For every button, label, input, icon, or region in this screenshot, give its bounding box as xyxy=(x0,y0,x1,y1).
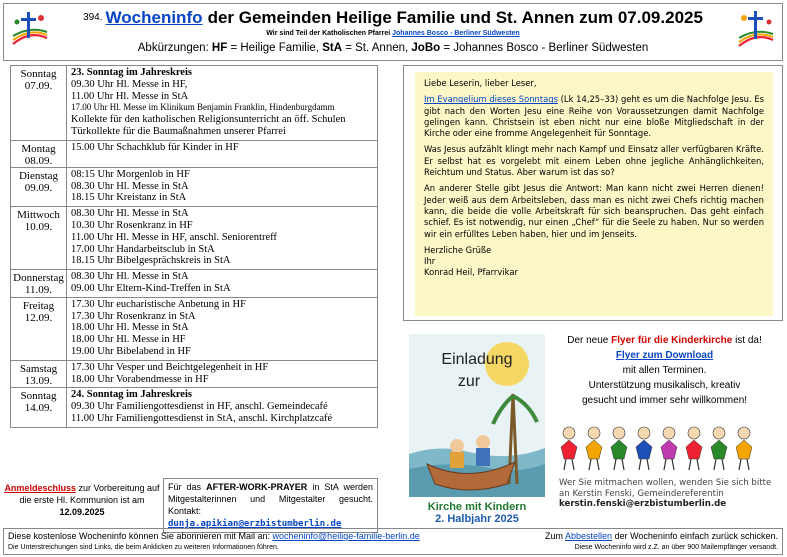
footer-unsubscribe xyxy=(545,531,778,541)
abbreviations xyxy=(54,42,732,54)
kinder-pre: Der neue xyxy=(567,335,609,346)
day-name: Dienstag xyxy=(18,169,59,182)
pastor-letter xyxy=(415,72,773,316)
footer-recipients: Diese Wocheninfo wird z.Z. an über 900 Mailempfänger versandt. xyxy=(574,544,778,551)
event-line: 09.00 Uhr Eltern-Kind-Treffen in StA xyxy=(71,282,231,294)
schedule-day xyxy=(11,141,377,168)
anmelde-date: 12.09.2025 xyxy=(59,507,105,517)
day-label xyxy=(11,298,67,360)
day-events xyxy=(67,66,377,140)
abbr-jobo-val: = Johannes Bosco - Berliner Südwesten xyxy=(443,42,649,54)
day-events xyxy=(67,207,377,269)
weekly-schedule xyxy=(10,65,378,428)
event-line: 17.00 Uhr Handarbeitsclub in StA xyxy=(71,243,215,255)
day-name: Sonntag xyxy=(20,390,57,403)
abbr-sta-val: = St. Annen, xyxy=(345,42,409,54)
letter-paragraph-1 xyxy=(424,94,764,139)
anmeldeschluss-link[interactable]: Anmeldeschluss xyxy=(4,483,76,493)
event-line: 19.00 Uhr Bibelabend in HF xyxy=(71,345,191,357)
fenski-email[interactable]: kerstin.fenski@erzbistumberlin.de xyxy=(559,499,727,509)
parish-line xyxy=(54,30,732,37)
day-label xyxy=(11,168,67,206)
event-line: 24. Sonntag im Jahreskreis xyxy=(71,389,192,401)
event-line: 08.30 Uhr Hl. Messe in StA xyxy=(71,271,189,283)
parish-link[interactable]: Johannes Bosco - Berliner Südwesten xyxy=(392,30,520,37)
day-name: Donnerstag xyxy=(13,272,64,285)
awp-name: AFTER-WORK-PRAYER xyxy=(206,482,308,492)
flyer-bottom-1: Kirche mit Kindern xyxy=(427,501,527,513)
event-line: 10.30 Uhr Rosenkranz in HF xyxy=(71,219,193,231)
footer-unsub-post: der Wocheninfo einfach zurück schicken. xyxy=(614,531,778,541)
footer-note: Die Unterstreichungen sind Links, die beim Anklicken zu weiteren Informationen führen. xyxy=(8,544,279,551)
day-date: 11.09. xyxy=(24,284,53,297)
abbr-hf-key: HF xyxy=(211,42,228,54)
footer-unsub-pre: Zum xyxy=(545,531,563,541)
abbr-sta-key: StA xyxy=(322,42,343,54)
letter-p1-text: (Lk 14,25–33) geht es um die Nachfolge Jesu. Es gibt nach den Worten Jesu eine Reihe von Voraussetzungen damit Nachfolge gelingen kann. Christsein ist eben nicht nur eine bloße Mitgliedschaft in der Kirche oder eine fromme Angelegenheit für Sonntage. xyxy=(424,94,764,139)
kinder-support-2: gesucht und immer sehr willkommen! xyxy=(581,395,748,406)
footer-subscribe xyxy=(8,531,420,541)
event-line: 18.00 Uhr Hl. Messe in HF xyxy=(71,334,186,346)
day-name: Freitag xyxy=(22,299,55,312)
event-line: 17.30 Uhr Rosenkranz in StA xyxy=(71,310,196,322)
schedule-day xyxy=(11,298,377,361)
day-events xyxy=(67,361,377,388)
unsubscribe-link[interactable]: Abbestellen xyxy=(565,531,613,541)
letter-greeting: Liebe Leserin, lieber Leser, xyxy=(424,78,537,88)
child-figure xyxy=(661,427,677,470)
day-date: 12.09. xyxy=(24,311,53,324)
day-name: Sonntag xyxy=(20,68,57,80)
day-name: Montag xyxy=(21,142,56,155)
kinder-mit: mit allen Terminen. xyxy=(622,365,707,376)
issue-number: 394. xyxy=(83,12,103,23)
day-date: 08.09. xyxy=(24,154,53,167)
child-figure xyxy=(586,427,602,470)
day-label xyxy=(11,141,67,167)
subscribe-email-link[interactable]: wocheninfo@heilige-familie-berlin.de xyxy=(272,531,420,541)
flyer-download-link[interactable]: Flyer zum Download xyxy=(615,350,714,361)
children-drawing-image xyxy=(557,423,765,473)
awp-mid: in StA werden Mitgestalterinnen und Mitgestalter gesucht. Kontakt: xyxy=(168,482,373,516)
schedule-day xyxy=(11,207,377,270)
schedule-day xyxy=(11,388,377,427)
event-line: 09.30 Uhr Familiengottesdienst in HF, anschl. Gemeindecafé xyxy=(71,401,328,413)
event-line: 11.00 Uhr Hl. Messe in StA xyxy=(71,90,189,102)
day-date: 09.09. xyxy=(24,181,53,194)
kinder-post: ist da! xyxy=(735,335,762,346)
event-line: 18.00 Uhr Hl. Messe in StA xyxy=(71,322,189,334)
event-line: 08.30 Uhr Hl. Messe in StA xyxy=(71,208,189,220)
contact-fenski xyxy=(559,478,783,510)
day-label xyxy=(11,207,67,269)
event-line: 08:15 Uhr Morgenlob in HF xyxy=(71,168,190,180)
day-date: 13.09. xyxy=(24,374,53,387)
event-line: 17.30 Uhr eucharistische Anbetung in HF xyxy=(71,298,246,310)
footer-subscribe-text: Diese kostenlose Wocheninfo können Sie abonnieren mit Mail an: xyxy=(8,531,270,541)
schedule-day xyxy=(11,66,377,141)
child-figure xyxy=(711,427,727,470)
schedule-day xyxy=(11,270,377,298)
kinder-support-1: Unterstützung musikalisch, kreativ xyxy=(588,380,741,391)
child-figure xyxy=(561,427,577,470)
abbr-label: Abkürzungen: xyxy=(137,42,209,54)
flyer-title-1: Einladung xyxy=(441,351,513,368)
kinder-line-1 xyxy=(546,333,783,348)
flyer-title-2: zur xyxy=(457,373,481,390)
abbr-jobo-key: JoBo xyxy=(411,42,441,54)
after-work-prayer-box xyxy=(163,478,378,533)
day-label xyxy=(11,66,67,140)
kinderkirche-announcement xyxy=(546,333,783,408)
child-figure xyxy=(611,427,627,470)
event-line: 18.15 Uhr Kreistanz in StA xyxy=(71,192,187,204)
letter-paragraph-2: Was Jesus aufzählt klingt mehr nach Kampf und Einsatz aller verfügbaren Kräfte. Er selbst hat es vorgelebt mit einem Leben ohne jegliche Anhänglichkeiten, Reichtum und Status. Aber warum ist das so? xyxy=(424,144,764,178)
event-line: 09.30 Uhr Hl. Messe in HF, xyxy=(71,78,188,90)
footer xyxy=(3,528,783,555)
event-line: 11.00 Uhr Familiengottesdienst in StA, anschl. Kirchplatzcafé xyxy=(71,412,333,424)
day-name: Samstag xyxy=(19,362,58,375)
event-line: Kollekte für den katholischen Religionsunterricht an öff. Schulen xyxy=(71,114,346,126)
title-text: der Gemeinden Heilige Familie und St. Annen zum 07.09.2025 xyxy=(207,8,703,27)
schedule-day xyxy=(11,168,377,207)
kinder-red: Flyer für die Kinderkirche xyxy=(611,335,733,346)
schedule-day xyxy=(11,361,377,389)
letter-closing: Herzliche Grüße xyxy=(424,244,492,255)
event-line: 23. Sonntag im Jahreskreis xyxy=(71,67,192,78)
day-events xyxy=(67,298,377,360)
day-date: 07.09. xyxy=(24,80,53,92)
event-line: 17.30 Uhr Vesper und Beichtgelegenheit in HF xyxy=(71,361,269,373)
event-line: 18.15 Uhr Bibelgesprächskreis in StA xyxy=(71,255,231,267)
event-line: 18.00 Uhr Vorabendmesse in HF xyxy=(71,373,209,385)
event-line: 08.30 Uhr Hl. Messe in StA xyxy=(71,180,189,192)
awp-pre: Für das xyxy=(168,482,202,492)
wocheninfo-link[interactable]: Wocheninfo xyxy=(105,8,203,27)
parish-prefix: Wir sind Teil der Katholischen Pfarrei xyxy=(266,30,391,37)
event-line: 11.00 Uhr Hl. Messe in HF, anschl. Seniorentreff xyxy=(71,231,277,243)
kinderkirche-flyer-image[interactable] xyxy=(409,334,545,524)
day-events xyxy=(67,168,377,206)
letter-ihr: Ihr xyxy=(424,256,436,267)
day-name: Mittwoch xyxy=(17,209,60,222)
child-figure xyxy=(686,427,702,470)
child-figure xyxy=(636,427,652,470)
event-line: 17.00 Uhr Hl. Messe im Klinikum Benjamin Franklin, Hindenburgdamm xyxy=(71,102,335,113)
parish-logo-left xyxy=(7,8,53,54)
letter-signature: Konrad Heil, Pfarrvikar xyxy=(424,267,518,278)
awp-email-link[interactable]: dunja.apikian@erzbistumberlin.de xyxy=(168,519,342,529)
letter-frame xyxy=(403,65,783,321)
day-events xyxy=(67,388,377,426)
parish-logo-right xyxy=(733,8,779,54)
header xyxy=(3,3,783,61)
letter-paragraph-3: An anderer Stelle gibt Jesus die Antwort: Man kann nicht zwei Herren dienen! Jeder weiß aus dem Arbeitsleben, dass man es nicht zwei Chefs richtig machen kann, die beide die volle Arbeitskraft für sich beanspruchen. Das geht einfach schief. Es ist notwendig, nur einen „Chef“ für die Seele zu haben. Nur so werden wir ein erfülltes Leben haben, hier und im Jenseits. xyxy=(424,183,764,239)
day-label xyxy=(11,361,67,388)
day-events xyxy=(67,141,377,167)
newsletter-title xyxy=(54,8,732,28)
child-figure xyxy=(736,427,752,470)
event-line: 15.00 Uhr Schachklub für Kinder in HF xyxy=(71,141,239,153)
day-events xyxy=(67,270,377,297)
day-date: 10.09. xyxy=(24,221,53,234)
abbr-hf-val: = Heilige Familie, xyxy=(230,42,319,54)
gospel-link[interactable]: Im Evangelium dieses Sonntags xyxy=(424,94,558,105)
fenski-text: Wer Sie mitmachen wollen, wenden Sie sich bitte an Kerstin Fenski, Gemeindereferentin xyxy=(559,478,772,499)
day-label xyxy=(11,388,67,426)
anmelde-text: zur Vorbereitung auf die erste Hl. Kommunion ist am xyxy=(19,483,160,505)
day-label xyxy=(11,270,67,297)
flyer-bottom-2: 2. Halbjahr 2025 xyxy=(435,513,519,524)
event-line: Türkollekte für die Baumaßnahmen unserer Pfarrei xyxy=(71,125,286,137)
day-date: 14.09. xyxy=(24,402,53,415)
communion-notice xyxy=(3,482,161,518)
